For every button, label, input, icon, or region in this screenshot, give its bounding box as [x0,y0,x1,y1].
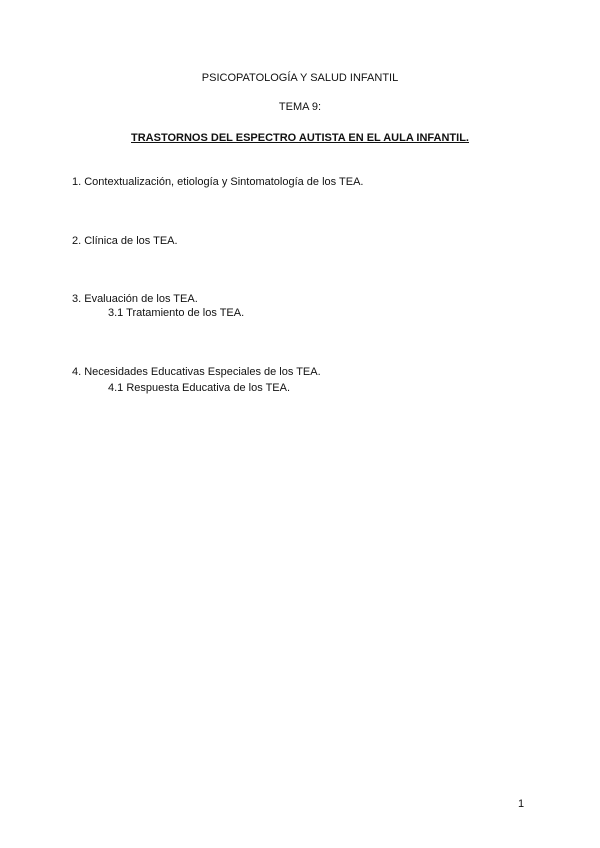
page-title: TRASTORNOS DEL ESPECTRO AUTISTA EN EL AULA INFANTIL. [131,132,469,144]
toc-subitem-4-1: 4.1 Respuesta Educativa de los TEA. [108,382,291,394]
toc-item-2: 2. Clínica de los TEA. [72,235,178,247]
tema-heading: TEMA 9: [278,101,322,113]
toc-subitem-3-1: 3.1 Tratamiento de los TEA. [108,307,245,319]
subject-heading: PSICOPATOLOGÍA Y SALUD INFANTIL [201,72,399,84]
toc-item-1: 1. Contextualización, etiología y Sintomatología de los TEA. [72,176,364,188]
toc-item-4: 4. Necesidades Educativas Especiales de los TEA. [72,366,321,378]
page-number: 1 [518,798,525,810]
toc-item-3: 3. Evaluación de los TEA. [72,293,198,305]
